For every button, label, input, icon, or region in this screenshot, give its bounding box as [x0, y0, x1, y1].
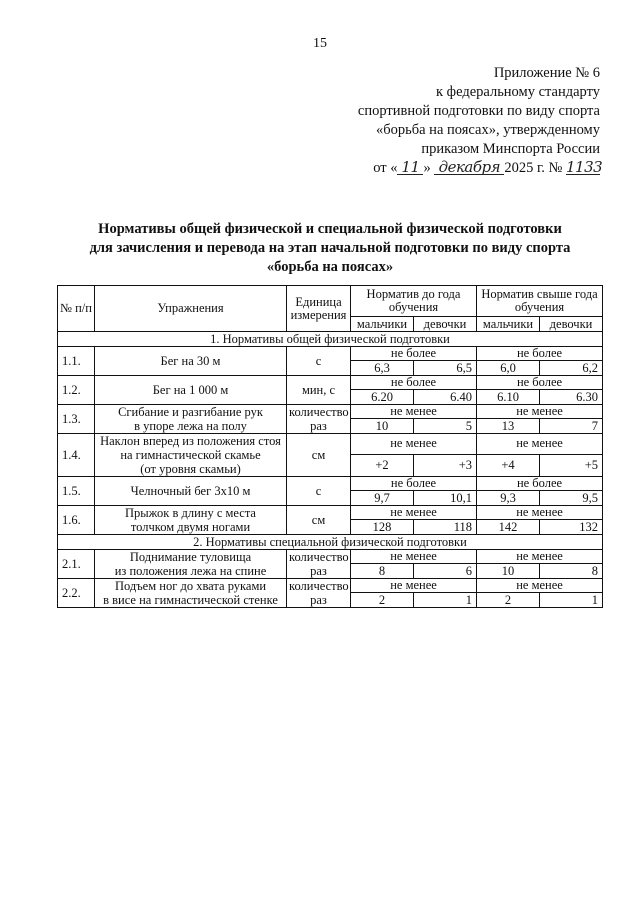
section-row: [58, 535, 603, 550]
exercise-line: Наклон вперед из положения стоя: [100, 434, 281, 448]
value-girls-over-year: 9,5: [540, 491, 603, 506]
unit-line: раз: [310, 593, 327, 607]
row-number: 1.6.: [58, 506, 95, 535]
header-boys: мальчики: [477, 317, 540, 332]
unit-line: количество: [289, 579, 349, 593]
unit-line: с: [315, 354, 322, 368]
header-boys: мальчики: [351, 317, 414, 332]
qualifier-to-year: не менее: [351, 579, 477, 593]
exercise-cell: [95, 434, 287, 477]
exercise-cell: [95, 579, 287, 608]
value-boys-over-year: 6.10: [477, 390, 540, 405]
table-row: [58, 550, 603, 564]
table-row: [58, 579, 603, 593]
date-prefix: от «: [373, 160, 398, 176]
document-title: [60, 220, 600, 277]
exercise-line: Подъем ног до хвата руками: [114, 579, 267, 593]
table-row: [58, 376, 603, 390]
exercise-line: из положения лежа на спине: [114, 564, 267, 578]
value-boys-to-year: +2: [351, 454, 414, 476]
value-boys-over-year: 13: [477, 419, 540, 434]
value-girls-to-year: +3: [414, 454, 477, 476]
date-mid: »: [423, 160, 431, 176]
table-row: [58, 434, 603, 455]
value-girls-to-year: 6: [414, 564, 477, 579]
unit-cell: [287, 550, 351, 579]
order-date-line: [300, 158, 603, 178]
header-girls: девочки: [414, 317, 477, 332]
qualifier-to-year: не более: [351, 477, 477, 491]
value-girls-to-year: 1: [414, 593, 477, 608]
section-row: [58, 332, 603, 347]
value-girls-over-year: 1: [540, 593, 603, 608]
appendix-line-5: приказом Минспорта России: [421, 141, 600, 157]
qualifier-over-year: не менее: [477, 550, 603, 564]
header-norm-over-year: Норматив свыше года обучения: [477, 286, 603, 317]
handwritten-day: 11: [397, 160, 423, 175]
row-number: 1.4.: [58, 434, 95, 477]
value-boys-over-year: 9,3: [477, 491, 540, 506]
row-number: 2.2.: [58, 579, 95, 608]
row-number: 1.2.: [58, 376, 95, 405]
year-text: 2025 г. №: [504, 160, 563, 176]
exercise-cell: [95, 506, 287, 535]
value-girls-over-year: 8: [540, 564, 603, 579]
title-line-3: «борьба на поясах»: [266, 259, 394, 275]
exercise-line: Сгибание и разгибание рук: [118, 405, 263, 419]
unit-cell: [287, 434, 351, 477]
unit-line: количество: [289, 550, 349, 564]
appendix-line-4: «борьба на поясах», утвержденному: [376, 122, 600, 138]
unit-line: мин, с: [301, 383, 336, 397]
exercise-cell: [95, 405, 287, 434]
unit-line: количество: [289, 405, 349, 419]
appendix-block: [300, 64, 603, 178]
qualifier-over-year: не менее: [477, 506, 603, 520]
qualifier-over-year: не менее: [477, 579, 603, 593]
qualifier-to-year: не более: [351, 376, 477, 390]
exercise-line: Бег на 30 м: [160, 354, 221, 368]
unit-cell: [287, 506, 351, 535]
unit-cell: [287, 347, 351, 376]
value-boys-over-year: +4: [477, 454, 540, 476]
value-boys-over-year: 142: [477, 520, 540, 535]
row-number: 1.5.: [58, 477, 95, 506]
norms-table: [57, 285, 603, 608]
table-row: [58, 506, 603, 520]
value-boys-to-year: 8: [351, 564, 414, 579]
row-number: 1.3.: [58, 405, 95, 434]
value-boys-to-year: 128: [351, 520, 414, 535]
value-girls-to-year: 6.40: [414, 390, 477, 405]
qualifier-over-year: не менее: [477, 434, 603, 455]
value-boys-over-year: 10: [477, 564, 540, 579]
exercise-line: (от уровня скамьи): [140, 462, 241, 476]
page-number: 15: [313, 36, 327, 51]
table-row: [58, 347, 603, 361]
row-number: 2.1.: [58, 550, 95, 579]
unit-line: см: [311, 448, 326, 462]
exercise-line: толчком двумя ногами: [130, 520, 251, 534]
header-unit: Единица измерения: [287, 286, 351, 332]
value-boys-to-year: 10: [351, 419, 414, 434]
exercise-cell: [95, 376, 287, 405]
handwritten-month: декабря: [434, 160, 504, 175]
unit-line: с: [315, 484, 322, 498]
exercise-cell: [95, 550, 287, 579]
value-girls-to-year: 10,1: [414, 491, 477, 506]
exercise-line: в висе на гимнастической стенке: [103, 593, 278, 607]
qualifier-to-year: не менее: [351, 550, 477, 564]
exercise-line: в упоре лежа на полу: [134, 419, 247, 433]
unit-line: раз: [310, 564, 327, 578]
qualifier-to-year: не менее: [351, 405, 477, 419]
exercise-line: Прыжок в длину с места: [125, 506, 256, 520]
title-line-1: Нормативы общей физической и специальной физической подготовки: [98, 221, 562, 237]
value-boys-to-year: 6.20: [351, 390, 414, 405]
header-girls: девочки: [540, 317, 603, 332]
unit-cell: [287, 579, 351, 608]
qualifier-to-year: не менее: [351, 506, 477, 520]
value-girls-over-year: +5: [540, 454, 603, 476]
qualifier-to-year: не менее: [351, 434, 477, 455]
value-girls-to-year: 118: [414, 520, 477, 535]
exercise-line: Бег на 1 000 м: [152, 383, 229, 397]
value-girls-to-year: 6,5: [414, 361, 477, 376]
table-body: [58, 332, 603, 608]
qualifier-over-year: не менее: [477, 405, 603, 419]
header-exercise: Упражнения: [95, 286, 287, 332]
exercise-line: Челночный бег 3х10 м: [130, 484, 251, 498]
row-number: 1.1.: [58, 347, 95, 376]
unit-cell: [287, 405, 351, 434]
table-row: [58, 405, 603, 419]
appendix-line-1: Приложение № 6: [493, 65, 600, 81]
qualifier-to-year: не более: [351, 347, 477, 361]
table-row: [58, 477, 603, 491]
value-boys-to-year: 2: [351, 593, 414, 608]
unit-line: раз: [310, 419, 327, 433]
unit-cell: [287, 477, 351, 506]
value-girls-over-year: 7: [540, 419, 603, 434]
exercise-cell: [95, 347, 287, 376]
value-boys-over-year: 2: [477, 593, 540, 608]
header-num: № п/п: [58, 286, 95, 332]
qualifier-over-year: не более: [477, 477, 603, 491]
qualifier-over-year: не более: [477, 376, 603, 390]
value-girls-over-year: 6,2: [540, 361, 603, 376]
value-boys-over-year: 6,0: [477, 361, 540, 376]
exercise-cell: [95, 477, 287, 506]
exercise-line: на гимнастической скамье: [120, 448, 261, 462]
title-line-2: для зачисления и перевода на этап начальной подготовки по виду спорта: [89, 240, 571, 256]
value-boys-to-year: 9,7: [351, 491, 414, 506]
exercise-line: Поднимание туловища: [129, 550, 252, 564]
qualifier-over-year: не более: [477, 347, 603, 361]
appendix-line-2: к федеральному стандарту: [436, 84, 600, 100]
section-title: 2. Нормативы специальной физической подготовки: [58, 535, 603, 550]
handwritten-order-number: 1133: [566, 158, 603, 176]
appendix-line-3: спортивной подготовки по виду спорта: [357, 103, 600, 119]
value-girls-over-year: 132: [540, 520, 603, 535]
unit-cell: [287, 376, 351, 405]
header-row: [58, 286, 603, 317]
section-title: 1. Нормативы общей физической подготовки: [58, 332, 603, 347]
header-norm-to-year: Норматив до года обучения: [351, 286, 477, 317]
value-girls-to-year: 5: [414, 419, 477, 434]
value-girls-over-year: 6.30: [540, 390, 603, 405]
unit-line: см: [311, 513, 326, 527]
value-boys-to-year: 6,3: [351, 361, 414, 376]
